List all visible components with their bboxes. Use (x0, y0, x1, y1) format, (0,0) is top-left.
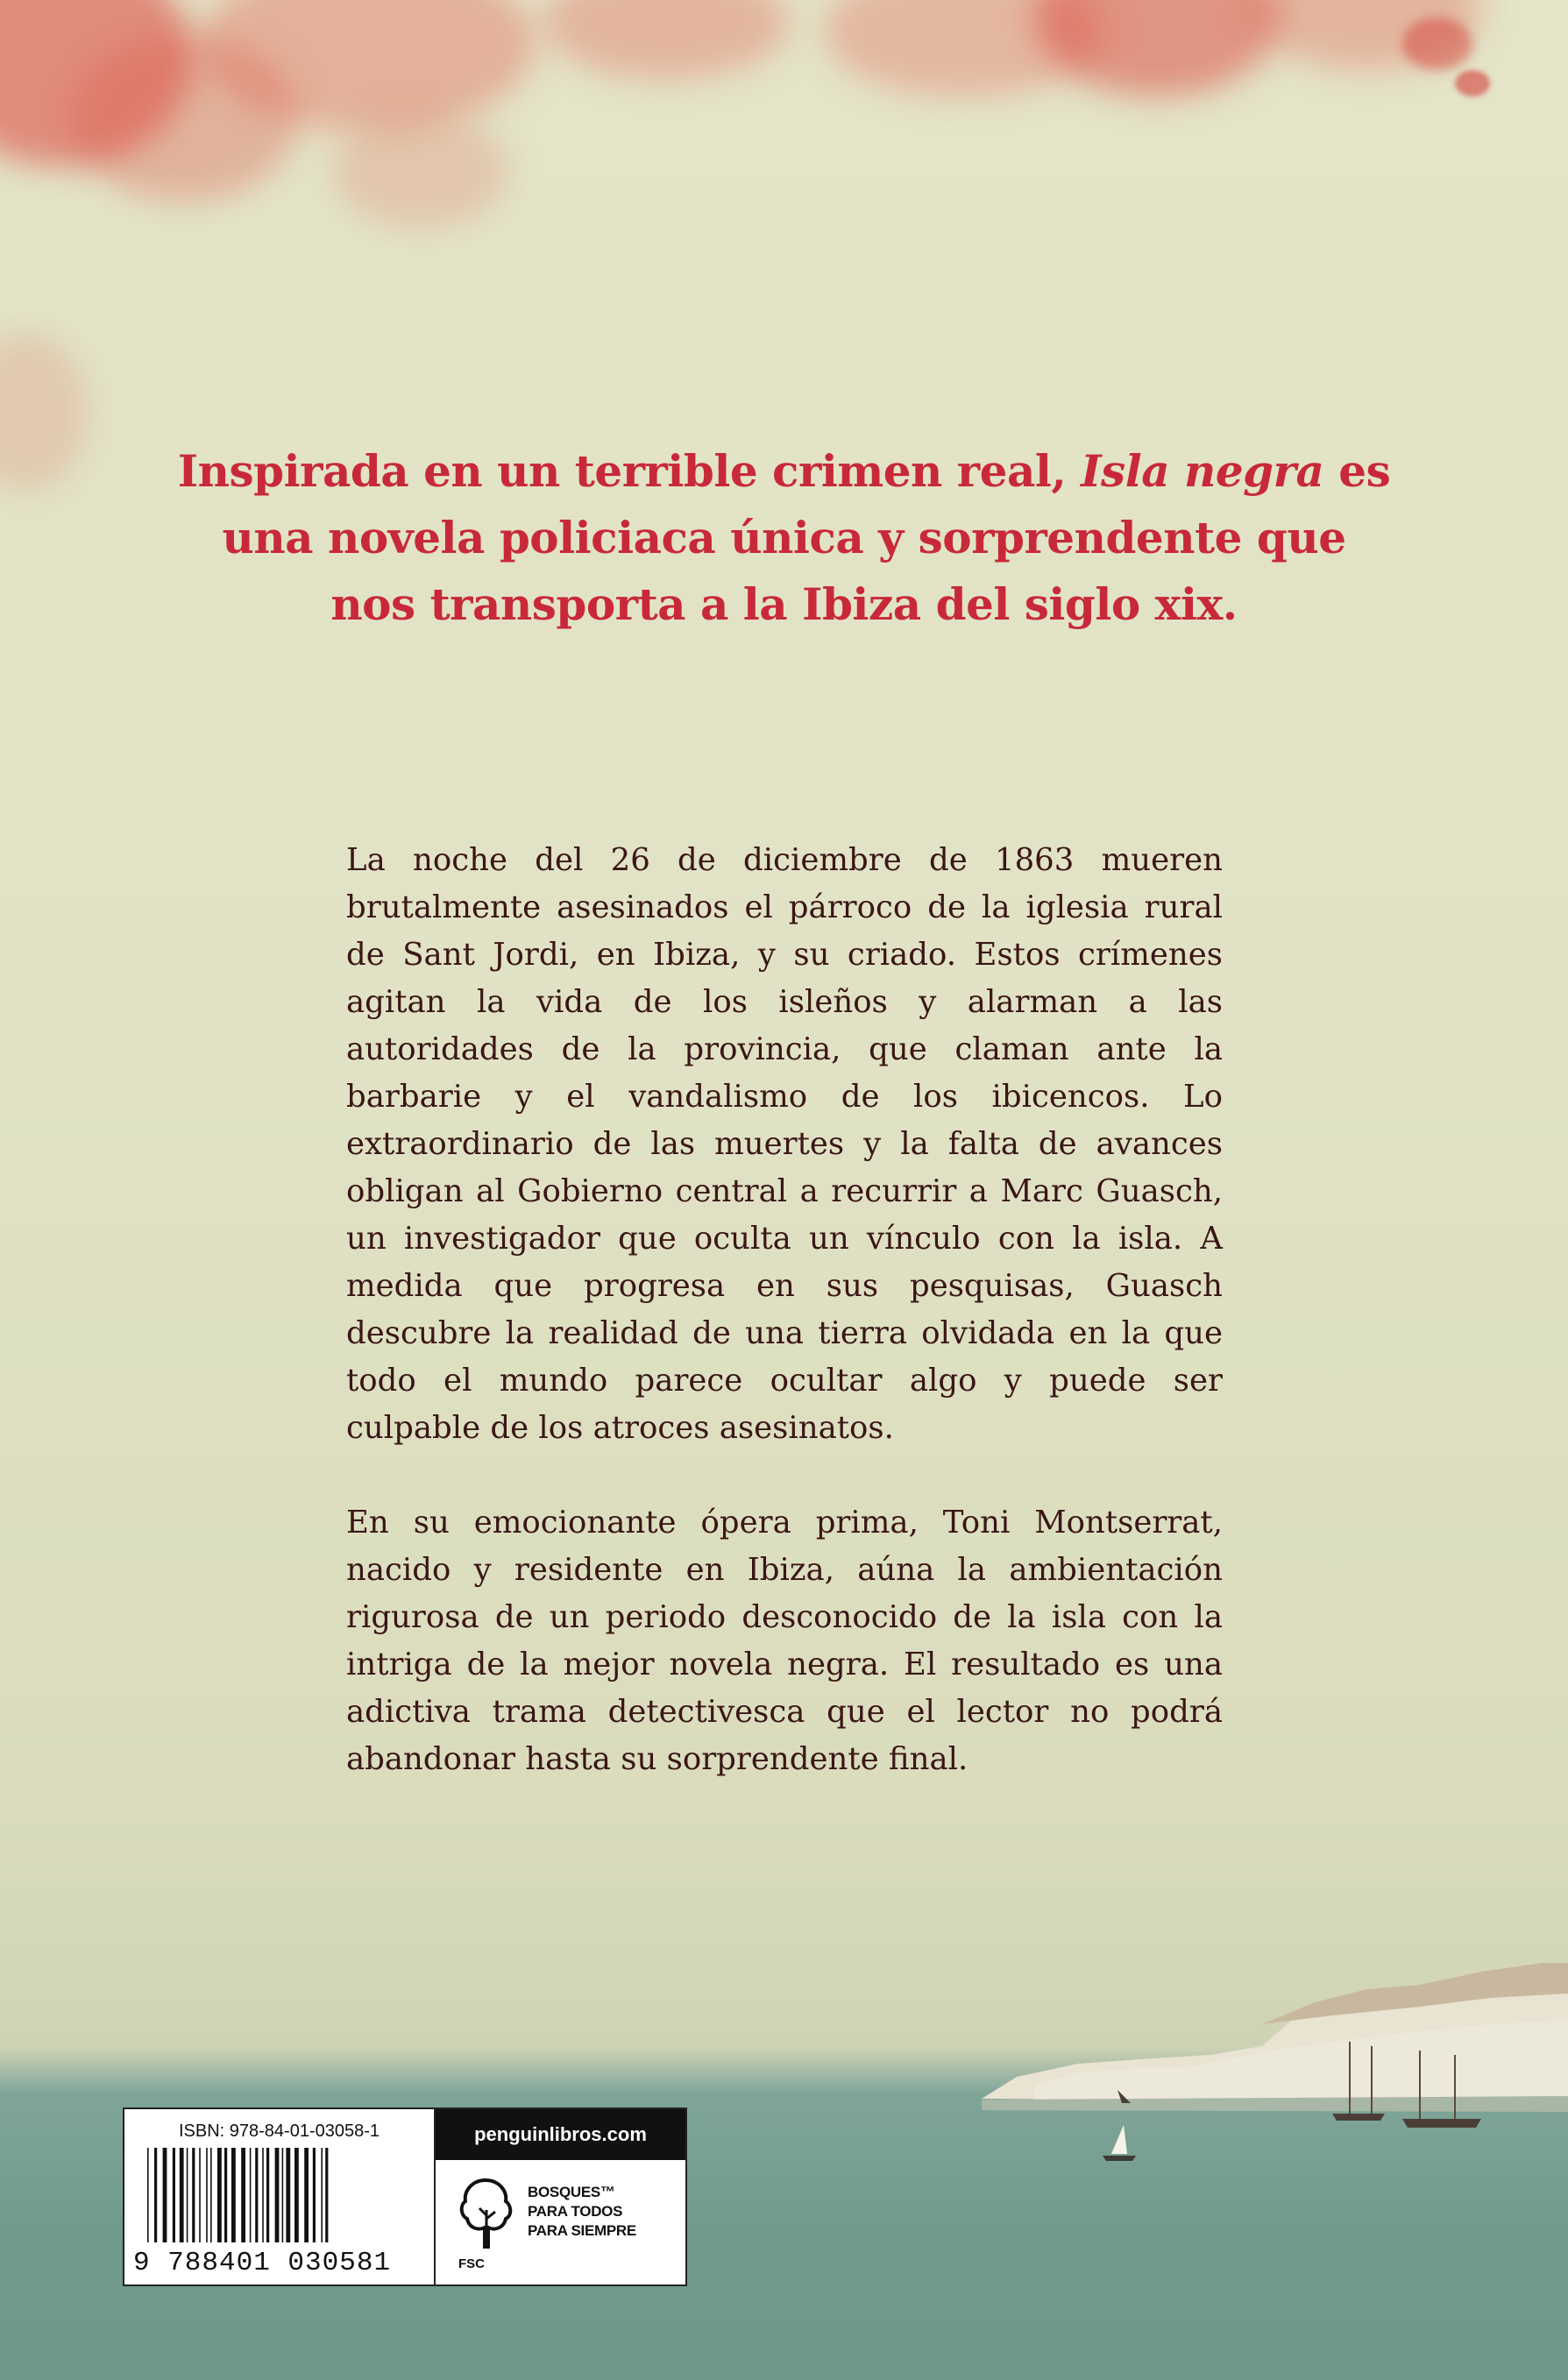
barcode-bar (199, 2148, 201, 2242)
fsc-slogan (528, 2183, 677, 2241)
barcode-bar (206, 2148, 208, 2242)
tagline-lead: Inspirada en un terrible crimen real, (177, 445, 1082, 497)
barcode-bar (304, 2148, 309, 2242)
barcode-bar (255, 2148, 258, 2242)
barcode-panel (123, 2107, 687, 2286)
synopsis (346, 837, 1223, 1831)
barcode-bar (294, 2148, 299, 2242)
publisher-url: penguinlibros.com (436, 2109, 685, 2160)
barcode-bar (192, 2148, 195, 2242)
barcode-bar (262, 2148, 264, 2242)
barcode-bar (241, 2148, 245, 2242)
barcode-bar (282, 2148, 284, 2242)
fsc-slogan-line: PARA SIEMPRE (528, 2222, 636, 2239)
fsc-tree-icon (455, 2175, 516, 2254)
barcode-bar (286, 2148, 290, 2242)
barcode-bar (313, 2148, 316, 2242)
fsc-slogan-line: BOSQUES™ (528, 2184, 615, 2200)
tagline-rest: es una novela policiaca única y sorprendente que nos transporta a la Ibiza del siglo xix. (222, 445, 1391, 630)
barcode-bar (224, 2148, 227, 2242)
barcode-bar (173, 2148, 175, 2242)
book-title: Isla negra (1081, 445, 1324, 497)
barcode-bar (231, 2148, 236, 2242)
barcode-bar (147, 2148, 149, 2242)
barcode-bar (187, 2148, 188, 2242)
fsc-label: FSC (458, 2256, 485, 2271)
barcode-bar (210, 2148, 212, 2242)
barcode-bar (217, 2148, 222, 2242)
fsc-slogan-line: PARA TODOS (528, 2203, 623, 2220)
barcode-bar (250, 2148, 252, 2242)
isbn-label: ISBN: 978-84-01-03058-1 (178, 2121, 380, 2141)
publisher-area (436, 2109, 685, 2284)
tagline (175, 438, 1393, 638)
barcode-icon (144, 2148, 415, 2249)
synopsis-paragraph: En su emocionante ópera prima, Toni Montserrat, nacido y residente en Ibiza, aúna la ambientación rigurosa de un periodo desconocido de la isla con la intriga de la mejor novela negra. El resultado es una adictiva trama detectivesca que el lector no podrá abandonar hasta su sorprendente final. (346, 1505, 1223, 1777)
barcode-bar (266, 2148, 269, 2242)
barcode-bar (154, 2148, 157, 2242)
synopsis-paragraph: La noche del 26 de diciembre de 1863 mueren brutalmente asesinados el párroco de la iglesia rural de Sant Jordi, en Ibiza, y su criado. Estos crímenes agitan la vida de los isleños y alarman a las autoridades de la provincia, que claman ante la barbarie y el vandalismo de los ibicencos. Lo extraordinario de las muertes y la falta de avances obligan al Gobierno central a recurrir a Marc Guasch, un investigador que oculta un vínculo con la isla. A medida que progresa en sus pesquisas, Guasch descubre la realidad de una tierra olvidada en la que todo el mundo parece ocultar algo y puede ser culpable de los atroces asesinatos. (346, 842, 1223, 1446)
barcode-bar (163, 2148, 167, 2242)
barcode-bar (321, 2148, 323, 2242)
barcode-bar (180, 2148, 184, 2242)
isbn-area (124, 2109, 436, 2284)
barcode-bar (325, 2148, 328, 2242)
barcode-bar (275, 2148, 280, 2242)
barcode-digits: 9 788401 030581 (133, 2248, 392, 2278)
